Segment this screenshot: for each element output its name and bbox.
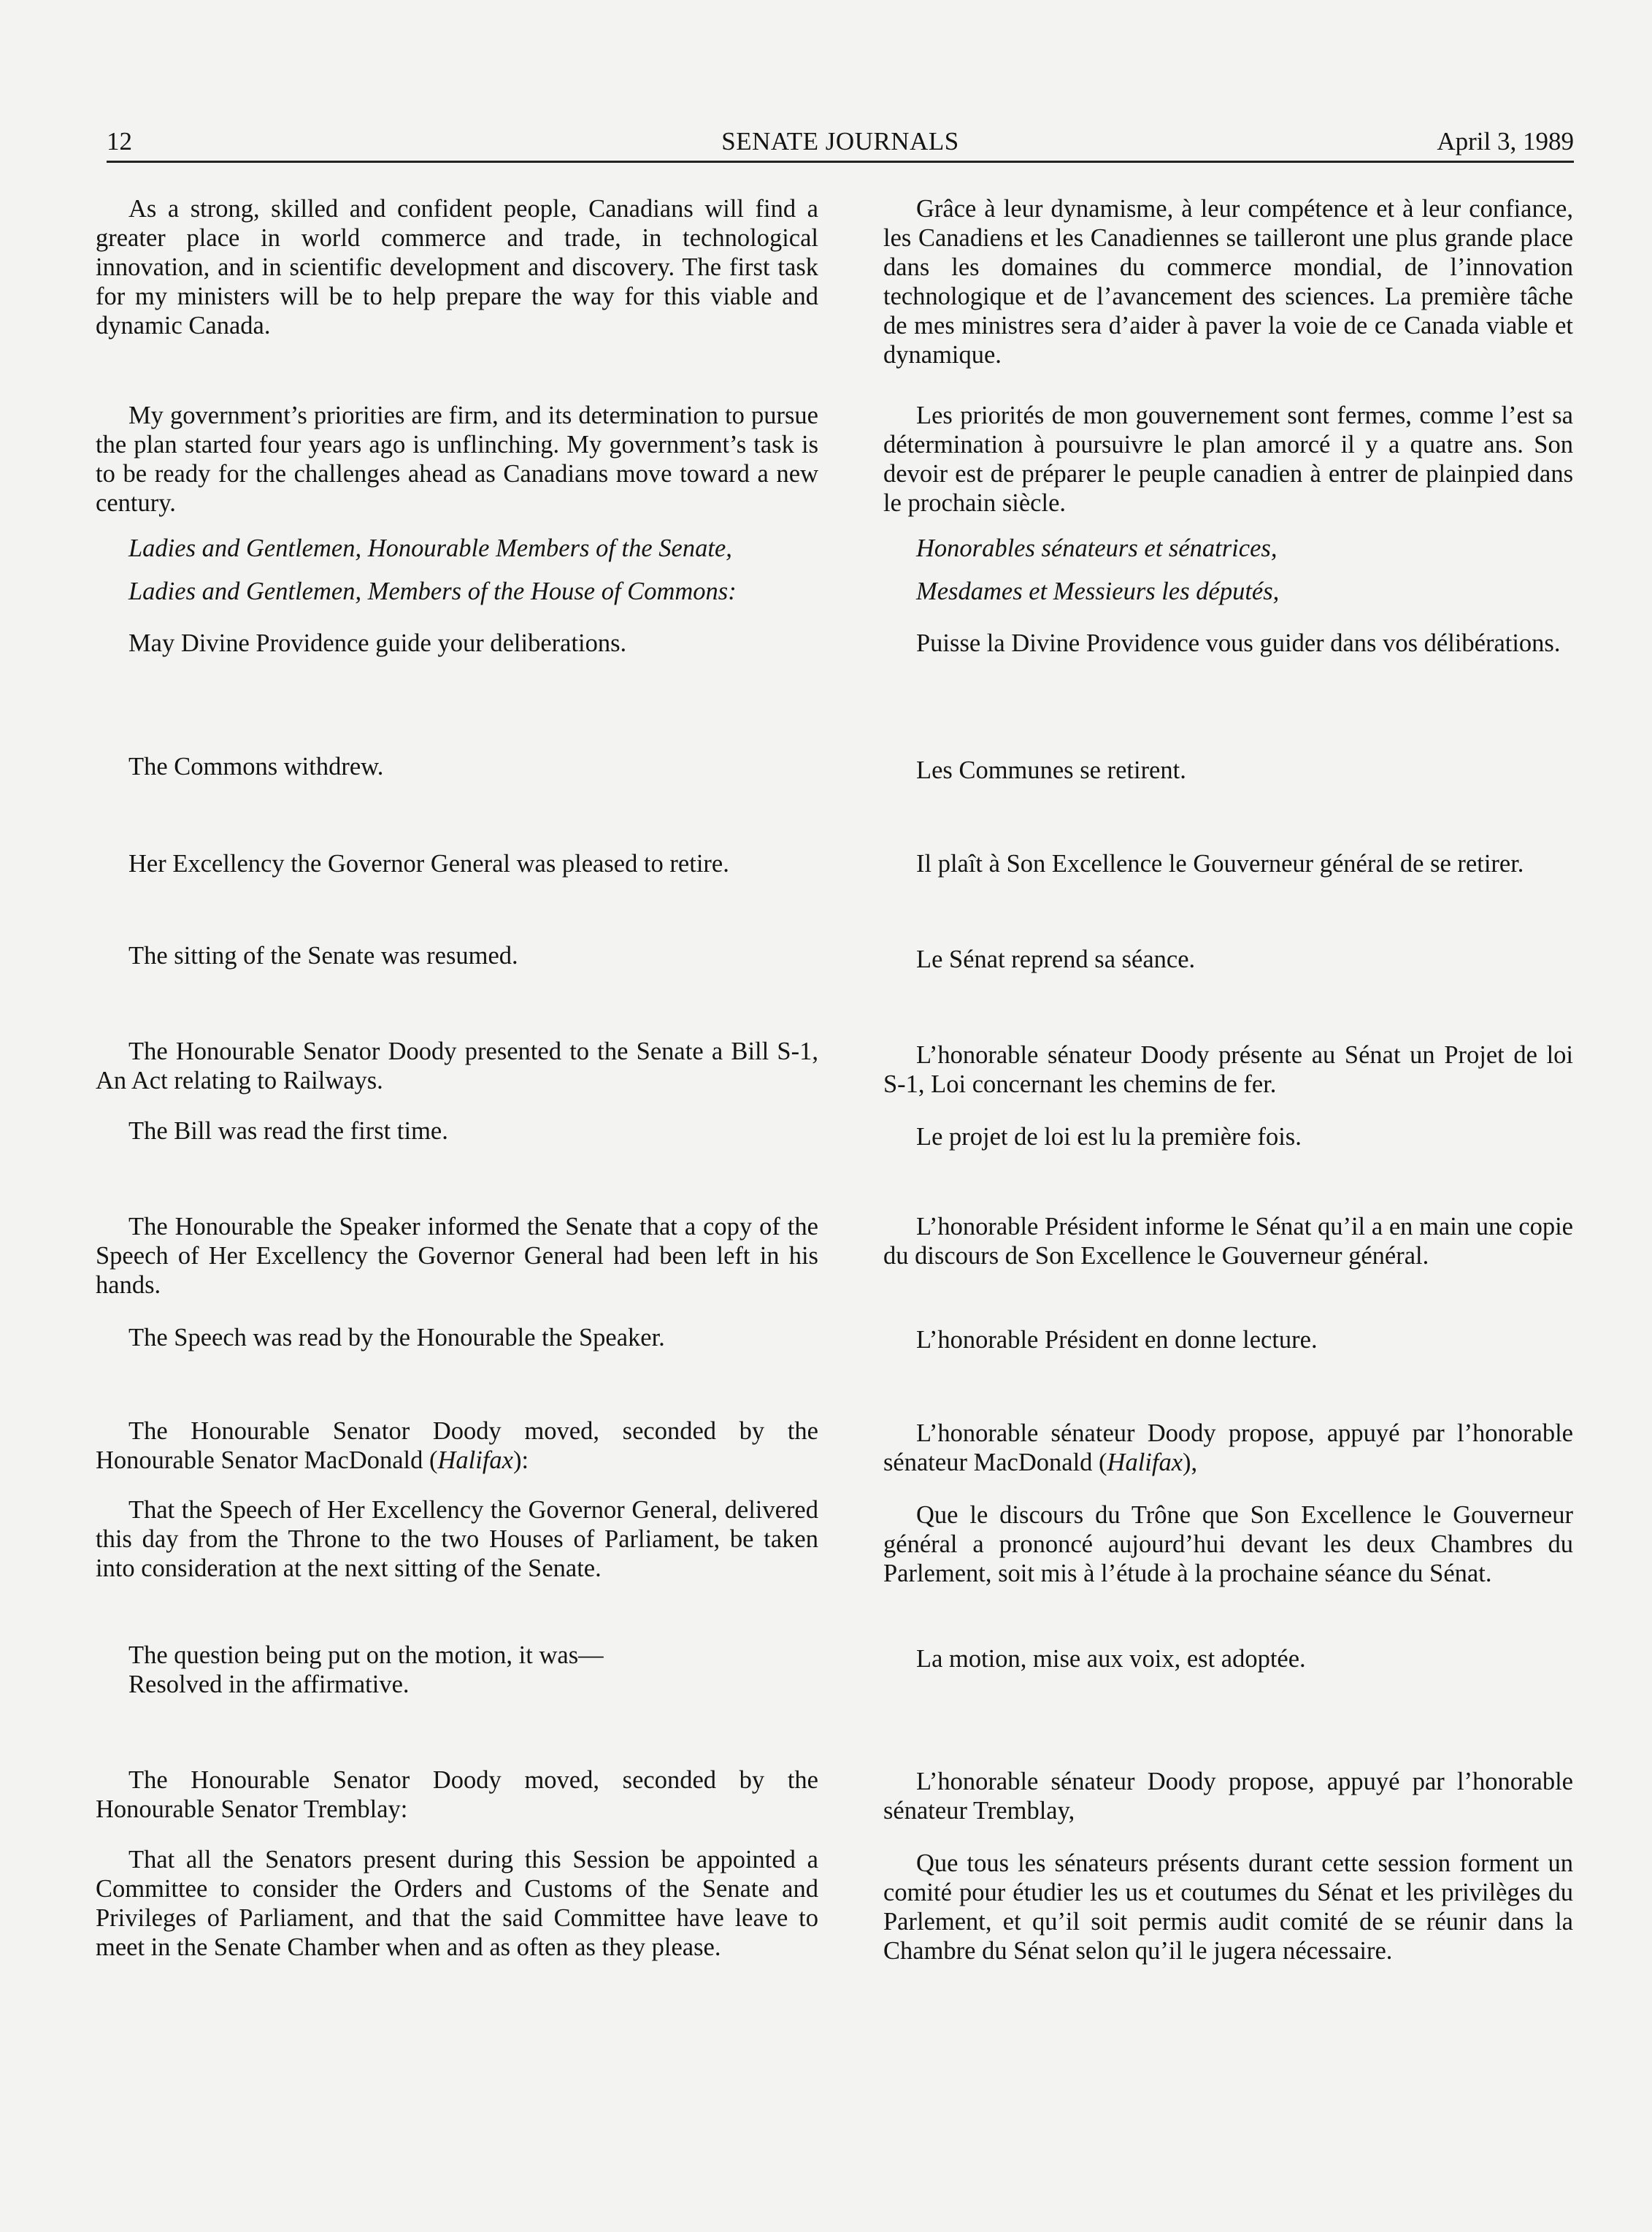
- journal-date: April 3, 1989: [1437, 127, 1574, 156]
- en-paragraph-canadians: As a strong, skilled and confident people, Canadians will find a greater place in world commerce and trade, in technological innovation, and in scientific development and discovery. The first task for my ministers will be to help prepare the way for this viable and dynamic Canada.: [96, 195, 818, 340]
- en-bill-presented: The Honourable Senator Doody presented to the Senate a Bill S-1, An Act relating to Railways.: [96, 1038, 818, 1094]
- fr-seance-reprise: Le Sénat reprend sa séance.: [916, 946, 1196, 973]
- en-governor-retire: Her Excellency the Governor General was pleased to retire.: [128, 850, 729, 878]
- journal-title: SENATE JOURNALS: [721, 127, 959, 156]
- fr-premiere-lecture: Le projet de loi est lu la première fois.: [916, 1123, 1302, 1151]
- fr-president-lecture: L’honorable Président en donne lecture.: [916, 1326, 1318, 1354]
- en-address-senate: Ladies and Gentlemen, Honourable Members of the Senate,: [128, 534, 732, 562]
- fr-comite-forme: Que tous les sénateurs présents durant cette session forment un comité pour étudier les us et coutumes du Sénat et les privilèges du Parlement, et qu’il soit permis audit comité de se réunir dans la Chambre du Sénat selon qu’il le jugera nécessaire.: [883, 1849, 1573, 1965]
- en-speaker-informed: The Honourable the Speaker informed the Senate that a copy of the Speech of Her Excellency the Governor General had been left in his hands.: [96, 1213, 818, 1299]
- en-paragraph-priorities: My government’s priorities are firm, and its determination to pursue the plan started four years ago is unflinching. My government’s task is to be ready for the challenges ahead as Canadians move toward a new century.: [96, 402, 818, 517]
- fr-president-informe: L’honorable Président informe le Sénat qu’il a en main une copie du discours de Son Excellence le Gouverneur général.: [883, 1213, 1573, 1270]
- fr-motion-macdonald-place: Halifax: [1107, 1449, 1183, 1476]
- fr-communes-retirent: Les Communes se retirent.: [916, 756, 1186, 784]
- en-resolved: Resolved in the affirmative.: [128, 1671, 410, 1698]
- fr-motion-macdonald-end: ),: [1183, 1449, 1198, 1476]
- fr-motion-macdonald: [883, 1419, 1573, 1477]
- fr-motion-tremblay: L’honorable sénateur Doody propose, appuyé par l’honorable sénateur Tremblay,: [883, 1768, 1573, 1825]
- en-motion-macdonald-place: Halifax: [437, 1446, 513, 1474]
- page-number: 12: [107, 127, 132, 156]
- en-sitting-resumed: The sitting of the Senate was resumed.: [128, 942, 518, 970]
- page-header: [107, 123, 1574, 163]
- en-question-put: The question being put on the motion, it was—: [128, 1641, 604, 1669]
- en-speech-read: The Speech was read by the Honourable the Speaker.: [128, 1324, 665, 1351]
- en-speech-consideration: That the Speech of Her Excellency the Governor General, delivered this day from the Throne to the two Houses of Parliament, be taken into consideration at the next sitting of the Senate.: [96, 1496, 818, 1582]
- fr-projet-presente: L’honorable sénateur Doody présente au Sénat un Projet de loi S-1, Loi concernant les chemins de fer.: [883, 1041, 1573, 1098]
- en-paragraph-providence: May Divine Providence guide your deliberations.: [128, 629, 627, 657]
- en-motion-macdonald-end: ):: [512, 1446, 529, 1474]
- fr-discours-etude: Que le discours du Trône que Son Excellence le Gouverneur général a prononcé aujourd’hui devant les deux Chambres du Parlement, soit mis à l’étude à la prochaine séance du Sénat.: [883, 1501, 1573, 1587]
- fr-address-deputes: Mesdames et Messieurs les députés,: [916, 578, 1280, 605]
- fr-motion-adoptee: La motion, mise aux voix, est adoptée.: [916, 1645, 1306, 1673]
- fr-gouverneur-retirer: Il plaît à Son Excellence le Gouverneur général de se retirer.: [916, 850, 1524, 878]
- en-bill-first-reading: The Bill was read the first time.: [128, 1117, 448, 1145]
- fr-paragraph-providence: Puisse la Divine Providence vous guider dans vos délibérations.: [916, 629, 1561, 657]
- en-committee-appointed: That all the Senators present during this Session be appointed a Committee to consider the Orders and Customs of the Senate and Privileges of Parliament, and that the said Committee have leave to meet in the Senate Chamber when and as often as they please.: [96, 1846, 818, 1961]
- en-motion-macdonald-text: The Honourable Senator Doody moved, seconded by the Honourable Senator MacDonald (: [96, 1417, 818, 1474]
- fr-paragraph-canadiens: Grâce à leur dynamisme, à leur compétence et à leur confiance, les Canadiens et les Canadiennes se tailleront une plus grande place dans les domaines du commerce mondial, de l’innovation technologique et de l’avancement des sciences. La première tâche de mes ministres sera d’aider à paver la voie de ce Canada viable et dynamique.: [883, 195, 1573, 369]
- fr-paragraph-priorites: Les priorités de mon gouvernement sont fermes, comme l’est sa détermination à poursuivre le plan amorcé il y a quatre ans. Son devoir est de préparer le peuple canadien à entrer de plainpied dans le prochain siècle.: [883, 402, 1573, 517]
- en-address-commons: Ladies and Gentlemen, Members of the House of Commons:: [128, 578, 737, 605]
- en-motion-macdonald: [96, 1416, 818, 1475]
- fr-motion-macdonald-text: L’honorable sénateur Doody propose, appuyé par l’honorable sénateur MacDonald (: [883, 1419, 1573, 1476]
- en-motion-tremblay: The Honourable Senator Doody moved, seconded by the Honourable Senator Tremblay:: [96, 1766, 818, 1823]
- fr-address-senat: Honorables sénateurs et sénatrices,: [916, 534, 1278, 562]
- en-commons-withdrew: The Commons withdrew.: [128, 753, 384, 781]
